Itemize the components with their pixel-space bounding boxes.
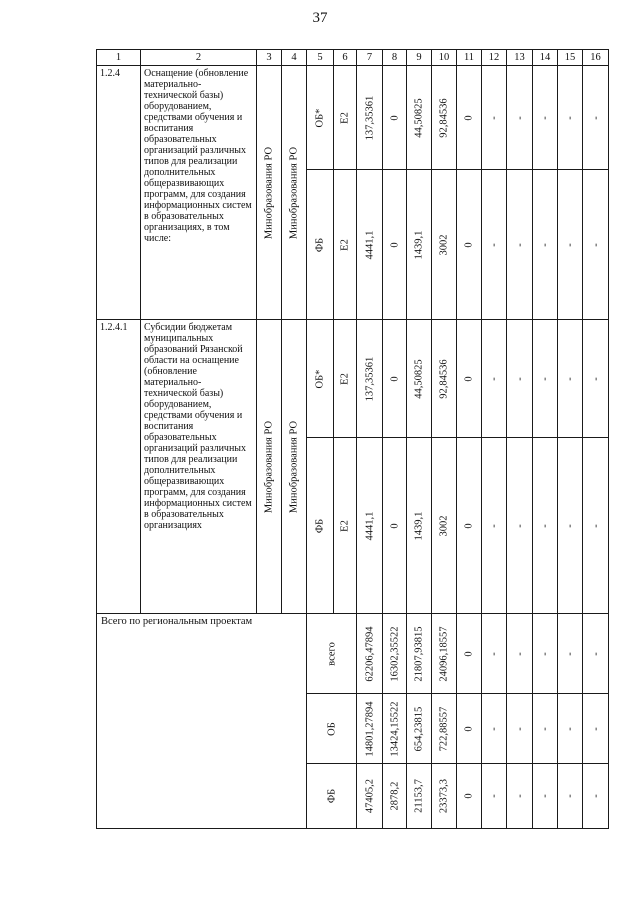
value-cell: -	[507, 170, 533, 320]
project-code: Е2	[334, 438, 357, 614]
project-code: Е2	[334, 66, 357, 170]
value-cell: 13424,15522	[383, 694, 407, 764]
value-cell: -	[533, 614, 558, 694]
funding-source: ОБ	[307, 694, 357, 764]
column-header: 16	[583, 50, 609, 66]
row-number: 1.2.4.1	[97, 320, 141, 614]
value-cell: -	[583, 764, 609, 829]
column-header: 4	[282, 50, 307, 66]
value-cell: 3002	[432, 170, 457, 320]
value-cell: -	[482, 66, 507, 170]
value-cell: -	[507, 320, 533, 438]
value-cell: 722,88557	[432, 694, 457, 764]
value-cell: 4441,1	[357, 170, 383, 320]
value-cell: 0	[383, 438, 407, 614]
value-cell: 44,50825	[407, 66, 432, 170]
column-number-row	[97, 50, 609, 66]
value-cell: -	[482, 170, 507, 320]
budget-table	[96, 49, 609, 829]
value-cell: -	[533, 66, 558, 170]
value-cell: 3002	[432, 438, 457, 614]
value-cell: -	[558, 694, 583, 764]
value-cell: -	[558, 320, 583, 438]
value-cell: -	[482, 764, 507, 829]
value-cell: -	[583, 438, 609, 614]
value-cell: 92,84536	[432, 66, 457, 170]
value-cell: 21807,93815	[407, 614, 432, 694]
table-row	[97, 320, 609, 438]
column-header: 12	[482, 50, 507, 66]
funding-source: ФБ	[307, 438, 334, 614]
value-cell: 0	[457, 438, 482, 614]
value-cell: -	[558, 170, 583, 320]
value-cell: -	[482, 614, 507, 694]
page-number: 37	[312, 10, 328, 26]
project-code: Е2	[334, 320, 357, 438]
value-cell: -	[558, 764, 583, 829]
total-label: Всего по региональным проектам	[97, 614, 307, 829]
value-cell: 1439,1	[407, 438, 432, 614]
value-cell: 0	[383, 66, 407, 170]
column-header: 11	[457, 50, 482, 66]
value-cell: -	[558, 66, 583, 170]
value-cell: -	[558, 614, 583, 694]
value-cell: 47405,2	[357, 764, 383, 829]
value-cell: 0	[383, 170, 407, 320]
column-header: 5	[307, 50, 334, 66]
value-cell: 0	[457, 694, 482, 764]
column-header: 7	[357, 50, 383, 66]
value-cell: -	[583, 320, 609, 438]
column-header: 14	[533, 50, 558, 66]
value-cell: -	[558, 438, 583, 614]
value-cell: 1439,1	[407, 170, 432, 320]
row-number: 1.2.4	[97, 66, 141, 320]
funding-source: ОБ*	[307, 66, 334, 170]
value-cell: -	[507, 614, 533, 694]
value-cell: 92,84536	[432, 320, 457, 438]
value-cell: -	[482, 320, 507, 438]
funding-source: всего	[307, 614, 357, 694]
executor-cell: Минобразования РО	[257, 66, 282, 320]
value-cell: -	[507, 764, 533, 829]
value-cell: -	[583, 170, 609, 320]
total-row	[97, 614, 609, 694]
value-cell: 0	[457, 614, 482, 694]
column-header: 9	[407, 50, 432, 66]
value-cell: -	[507, 694, 533, 764]
value-cell: 14801,27894	[357, 694, 383, 764]
coexecutor-cell: Минобразования РО	[282, 320, 307, 614]
column-header: 2	[141, 50, 257, 66]
value-cell: 0	[457, 66, 482, 170]
value-cell: 654,23815	[407, 694, 432, 764]
executor-cell: Минобразования РО	[257, 320, 282, 614]
value-cell: 0	[457, 764, 482, 829]
column-header: 1	[97, 50, 141, 66]
value-cell: -	[533, 320, 558, 438]
value-cell: 21153,7	[407, 764, 432, 829]
coexecutor-cell: Минобразования РО	[282, 66, 307, 320]
row-description: Оснащение (обновление материально-технической базы) оборудованием, средствами обучения и воспитания образовательных организаций различных типов для реализации дополнительных общеразвивающих программ, для создания информационных систем в образовательных организациях, в том числе:	[141, 66, 257, 320]
funding-source: ФБ	[307, 170, 334, 320]
value-cell: -	[533, 764, 558, 829]
value-cell: 137,35361	[357, 66, 383, 170]
value-cell: -	[507, 438, 533, 614]
value-cell: 0	[383, 320, 407, 438]
table-row	[97, 66, 609, 170]
value-cell: -	[482, 694, 507, 764]
value-cell: 44,50825	[407, 320, 432, 438]
column-header: 15	[558, 50, 583, 66]
value-cell: -	[583, 694, 609, 764]
value-cell: 0	[457, 320, 482, 438]
column-header: 8	[383, 50, 407, 66]
value-cell: 16302,35522	[383, 614, 407, 694]
value-cell: 62206,47894	[357, 614, 383, 694]
value-cell: 23373,3	[432, 764, 457, 829]
funding-source: ОБ*	[307, 320, 334, 438]
value-cell: 2878,2	[383, 764, 407, 829]
value-cell: -	[533, 438, 558, 614]
value-cell: -	[533, 170, 558, 320]
value-cell: 137,35361	[357, 320, 383, 438]
column-header: 3	[257, 50, 282, 66]
funding-source: ФБ	[307, 764, 357, 829]
value-cell: -	[583, 614, 609, 694]
value-cell: -	[583, 66, 609, 170]
value-cell: -	[507, 66, 533, 170]
row-description: Субсидии бюджетам муниципальных образований Рязанской области на оснащение (обновление материально-технической базы) оборудованием, средствами обучения и воспитания образовательных организаций различных типов для реализации дополнительных общеразвивающих программ, для создания информационных систем в образовательных организациях	[141, 320, 257, 614]
value-cell: -	[533, 694, 558, 764]
value-cell: 0	[457, 170, 482, 320]
column-header: 6	[334, 50, 357, 66]
project-code: Е2	[334, 170, 357, 320]
value-cell: -	[482, 438, 507, 614]
value-cell: 24096,18557	[432, 614, 457, 694]
column-header: 10	[432, 50, 457, 66]
column-header: 13	[507, 50, 533, 66]
value-cell: 4441,1	[357, 438, 383, 614]
